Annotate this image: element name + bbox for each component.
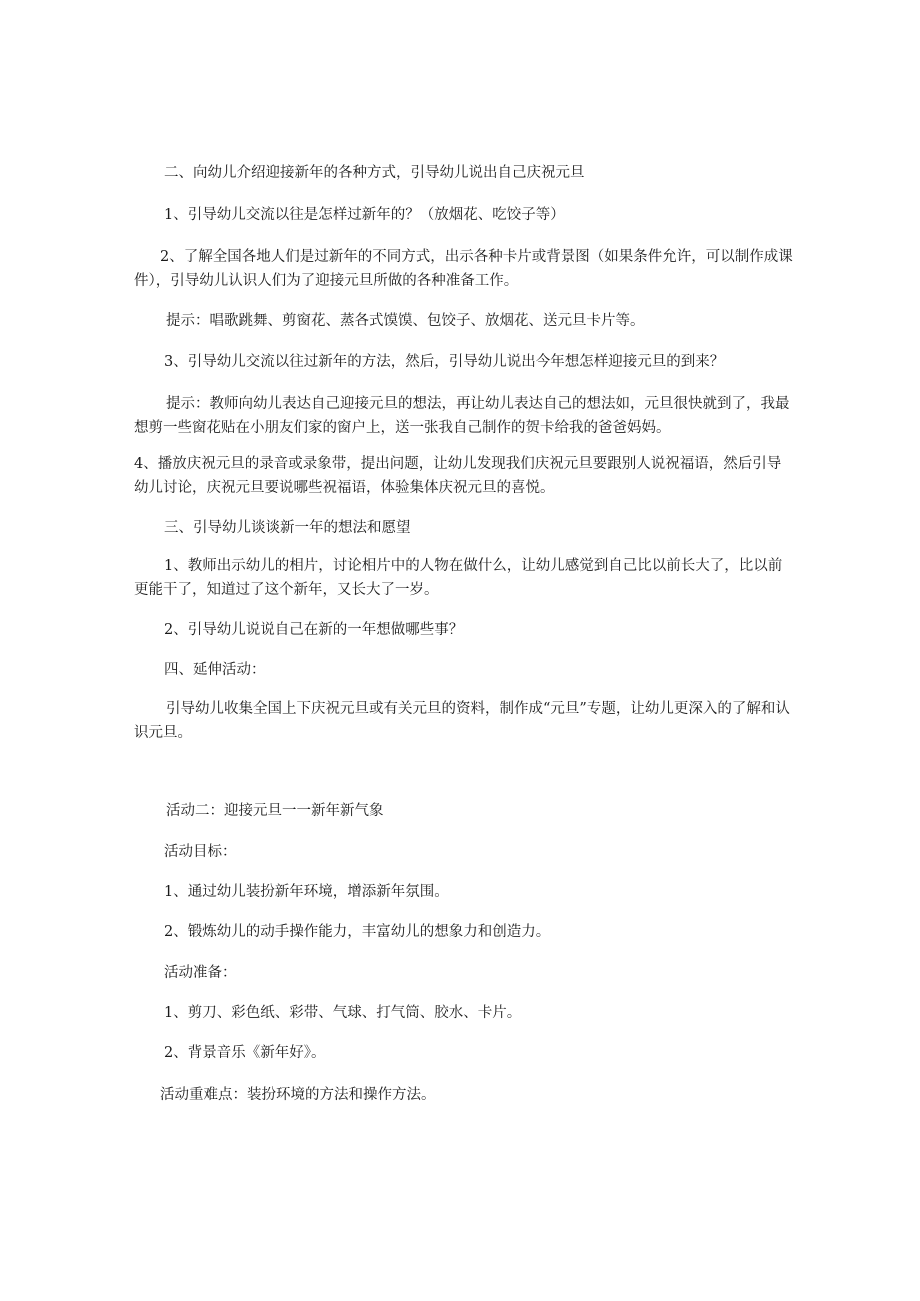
section-heading-4: 四、延伸活动： <box>164 662 266 678</box>
activity-goals-heading: 活动目标： <box>164 844 237 860</box>
activity-title: 活动二：迎接元旦一一新年新气象 <box>166 803 384 819</box>
prep-item-1: 1、剪刀、彩色纸、彩带、气球、打气筒、胶水、卡片。 <box>164 1005 522 1021</box>
goal-item-2: 2、锻炼幼儿的动手操作能力，丰富幼儿的想象力和创造力。 <box>164 924 551 940</box>
paragraph-item-4: 4、播放庆祝元旦的录音或录象带，提出问题，让幼儿发现我们庆祝元旦要跟别人说祝福语，然后引导幼儿讨论，庆祝元旦要说哪些祝福语，体验集体庆祝元旦的喜悦。 <box>134 456 782 496</box>
paragraph-tip-2: 提示：教师向幼儿表达自己迎接元旦的想法，再让幼儿表达自己的想法如，元旦很快就到了，我最想剪一些窗花贴在小朋友们家的窗户上，送一张我自己制作的贺卡给我的爸爸妈妈。 <box>134 396 790 436</box>
goal-item-1: 1、通过幼儿装扮新年环境，增添新年氛围。 <box>164 884 449 900</box>
paragraph-item-3: 3、引导幼儿交流以往过新年的方法，然后，引导幼儿说出今年想怎样迎接元旦的到来？ <box>164 354 725 370</box>
paragraph-item-5: 1、教师出示幼儿的相片，讨论相片中的人物在做什么，让幼儿感觉到自己比以前长大了，比以前更能干了，知道过了这个新年，又长大了一岁。 <box>134 558 783 598</box>
paragraph-item-1: 1、引导幼儿交流以往是怎样过新年的？（放烟花、吃饺子等） <box>164 207 565 223</box>
activity-key-points: 活动重难点：装扮环境的方法和操作方法。 <box>160 1087 436 1103</box>
prep-item-2: 2、背景音乐《新年好》。 <box>164 1045 326 1061</box>
section-heading-2: 二、向幼儿介绍迎接新年的各种方式，引导幼儿说出自己庆祝元旦 <box>164 165 585 181</box>
paragraph-tip-1: 提示：唱歌跳舞、剪窗花、蒸各式馍馍、包饺子、放烟花、送元旦卡片等。 <box>166 313 645 329</box>
paragraph-extension: 引导幼儿收集全国上下庆祝元旦或有关元旦的资料，制作成“元旦”专题，让幼儿更深入的了解和认识元旦。 <box>134 701 790 741</box>
paragraph-item-2: 2、了解全国各地人们是过新年的不同方式，出示各种卡片或背景图（如果条件允许，可以制作成课件），引导幼儿认识人们为了迎接元旦所做的各种准备工作。 <box>134 249 793 289</box>
activity-prep-heading: 活动准备： <box>164 965 237 981</box>
section-heading-3: 三、引导幼儿谈谈新一年的想法和愿望 <box>164 520 411 536</box>
paragraph-item-6: 2、引导幼儿说说自己在新的一年想做哪些事？ <box>164 622 464 638</box>
